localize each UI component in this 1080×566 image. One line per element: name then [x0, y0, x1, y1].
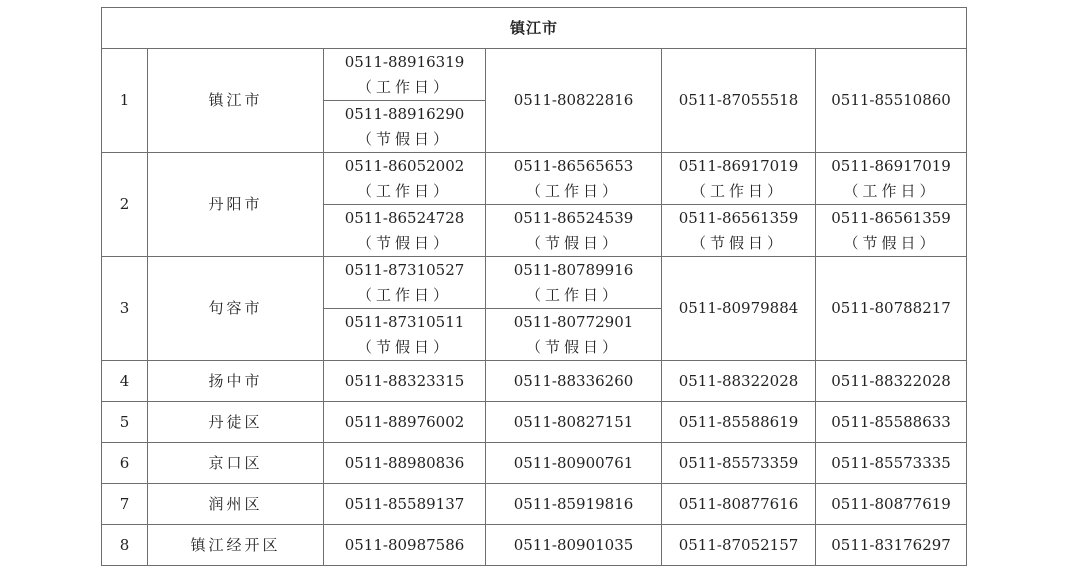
phone-cell: 0511-88976002 — [324, 402, 486, 443]
phone-cell — [486, 257, 662, 309]
phone-number: 0511-86917019 — [678, 156, 799, 175]
phone-cell: 0511-85573359 — [662, 443, 816, 484]
phone-note: （节假日） — [356, 337, 452, 356]
region-name: 京口区 — [148, 443, 324, 484]
phone-cell — [324, 257, 486, 309]
phone-cell: 0511-87055518 — [662, 49, 816, 153]
phone-cell: 0511-80900761 — [486, 443, 662, 484]
phone-cell — [662, 205, 816, 257]
phone-cell — [324, 49, 486, 101]
row-number: 1 — [102, 49, 148, 153]
phone-cell: 0511-88980836 — [324, 443, 486, 484]
phone-cell: 0511-85588633 — [816, 402, 967, 443]
row-number: 8 — [102, 525, 148, 566]
region-name: 丹阳市 — [148, 153, 324, 257]
phone-cell: 0511-80987586 — [324, 525, 486, 566]
phone-note: （工作日） — [843, 181, 939, 200]
phone-cell — [324, 205, 486, 257]
phone-cell: 0511-80877619 — [816, 484, 967, 525]
phone-number: 0511-86917019 — [831, 156, 951, 175]
phone-cell: 0511-83176297 — [816, 525, 967, 566]
phone-cell: 0511-88336260 — [486, 361, 662, 402]
phone-cell — [486, 205, 662, 257]
phone-note: （工作日） — [356, 285, 452, 304]
phone-number: 0511-86524728 — [344, 208, 465, 227]
phone-note: （工作日） — [690, 181, 786, 200]
phone-number: 0511-86565653 — [513, 156, 634, 175]
phone-cell — [324, 153, 486, 205]
phone-number: 0511-88916290 — [344, 104, 465, 123]
phone-cell: 0511-80822816 — [486, 49, 662, 153]
phone-number: 0511-87310527 — [344, 260, 465, 279]
phone-note: （工作日） — [356, 77, 452, 96]
phone-note: （节假日） — [356, 129, 452, 148]
region-name: 丹徒区 — [148, 402, 324, 443]
phone-number: 0511-87310511 — [344, 312, 465, 331]
row-number: 2 — [102, 153, 148, 257]
table-row — [102, 484, 967, 525]
table-row — [102, 361, 967, 402]
phone-number: 0511-88916319 — [344, 52, 465, 71]
phone-number: 0511-80789916 — [513, 260, 634, 279]
phone-note: （工作日） — [525, 181, 621, 200]
phone-cell: 0511-80979884 — [662, 257, 816, 361]
phone-cell: 0511-80827151 — [486, 402, 662, 443]
phone-number: 0511-80772901 — [513, 312, 634, 331]
phone-cell — [662, 153, 816, 205]
phone-note: （工作日） — [525, 285, 621, 304]
phone-cell: 0511-85510860 — [816, 49, 967, 153]
phone-cell: 0511-80877616 — [662, 484, 816, 525]
row-number: 4 — [102, 361, 148, 402]
phone-cell — [486, 309, 662, 361]
phone-cell: 0511-85589137 — [324, 484, 486, 525]
phone-cell: 0511-88323315 — [324, 361, 486, 402]
phone-note: （工作日） — [356, 181, 452, 200]
phone-cell — [816, 153, 967, 205]
table-row — [102, 402, 967, 443]
phone-cell — [816, 205, 967, 257]
phone-number: 0511-86561359 — [831, 208, 951, 227]
phone-note: （节假日） — [525, 337, 621, 356]
row-number: 6 — [102, 443, 148, 484]
region-name: 句容市 — [148, 257, 324, 361]
table-row — [102, 49, 967, 101]
phone-cell: 0511-85573335 — [816, 443, 967, 484]
phone-cell — [324, 101, 486, 153]
phone-cell: 0511-85919816 — [486, 484, 662, 525]
phone-cell — [324, 309, 486, 361]
region-name: 镇江市 — [148, 49, 324, 153]
phone-number: 0511-86052002 — [344, 156, 465, 175]
table-row — [102, 153, 967, 205]
table-row — [102, 257, 967, 309]
phone-cell — [486, 153, 662, 205]
region-name: 扬中市 — [148, 361, 324, 402]
phone-note: （节假日） — [843, 233, 939, 252]
phone-cell: 0511-80901035 — [486, 525, 662, 566]
phone-note: （节假日） — [690, 233, 786, 252]
table-row — [102, 443, 967, 484]
region-name: 润州区 — [148, 484, 324, 525]
row-number: 5 — [102, 402, 148, 443]
phone-cell: 0511-88322028 — [662, 361, 816, 402]
table-title: 镇江市 — [102, 8, 967, 49]
region-name: 镇江经开区 — [148, 525, 324, 566]
phone-note: （节假日） — [356, 233, 452, 252]
phone-number: 0511-86561359 — [678, 208, 799, 227]
phone-number: 0511-86524539 — [513, 208, 634, 227]
phone-cell: 0511-88322028 — [816, 361, 967, 402]
phone-directory-table — [101, 7, 967, 566]
phone-cell: 0511-87052157 — [662, 525, 816, 566]
phone-cell: 0511-85588619 — [662, 402, 816, 443]
phone-note: （节假日） — [525, 233, 621, 252]
table-row — [102, 525, 967, 566]
phone-cell: 0511-80788217 — [816, 257, 967, 361]
row-number: 7 — [102, 484, 148, 525]
row-number: 3 — [102, 257, 148, 361]
